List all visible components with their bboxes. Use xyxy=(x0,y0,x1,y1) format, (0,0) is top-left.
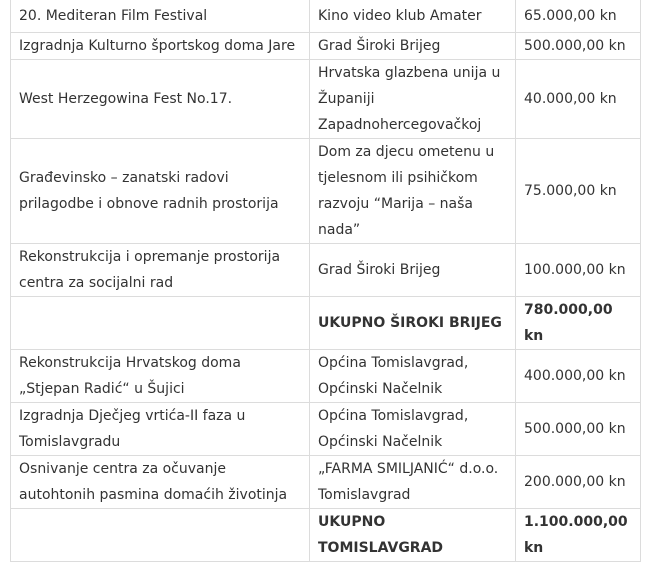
recipient-cell: „FARMA SMILJANIĆ“ d.o.o. Tomislavgrad xyxy=(310,456,516,509)
table-row xyxy=(11,456,641,509)
empty-cell xyxy=(11,509,310,562)
project-cell: Osnivanje centra za očuvanje autohtonih pasmina domaćih životinja xyxy=(11,456,310,509)
amount-cell: 200.000,00 kn xyxy=(516,456,641,509)
table-row xyxy=(11,60,641,139)
subtotal-amount: 1.100.000,00 kn xyxy=(516,509,641,562)
table-row xyxy=(11,350,641,403)
project-cell: Građevinsko – zanatski radovi prilagodbe i obnove radnih prostorija xyxy=(11,139,310,244)
project-cell: Rekonstrukcija Hrvatskog doma „Stjepan Radić“ u Šujici xyxy=(11,350,310,403)
amount-cell: 40.000,00 kn xyxy=(516,60,641,139)
recipient-cell: Kino video klub Amater xyxy=(310,0,516,33)
amount-cell: 500.000,00 kn xyxy=(516,403,641,456)
amount-cell: 400.000,00 kn xyxy=(516,350,641,403)
project-cell: Rekonstrukcija i opremanje prostorija centra za socijalni rad xyxy=(11,244,310,297)
project-cell: 20. Mediteran Film Festival xyxy=(11,0,310,33)
empty-cell xyxy=(11,297,310,350)
recipient-cell: Grad Široki Brijeg xyxy=(310,33,516,60)
recipient-cell: Grad Široki Brijeg xyxy=(310,244,516,297)
table-row xyxy=(11,139,641,244)
recipient-cell: Hrvatska glazbena unija u Županiji Zapadnohercegovačkoj xyxy=(310,60,516,139)
table-row xyxy=(11,0,641,33)
project-cell: Izgradnja Dječjeg vrtića-II faza u Tomislavgradu xyxy=(11,403,310,456)
table-row xyxy=(11,403,641,456)
subtotal-row xyxy=(11,297,641,350)
subtotal-amount: 780.000,00 kn xyxy=(516,297,641,350)
table-row xyxy=(11,33,641,60)
amount-cell: 100.000,00 kn xyxy=(516,244,641,297)
recipient-cell: Općina Tomislavgrad, Općinski Načelnik xyxy=(310,350,516,403)
amount-cell: 500.000,00 kn xyxy=(516,33,641,60)
amount-cell: 75.000,00 kn xyxy=(516,139,641,244)
recipient-cell: Općina Tomislavgrad, Općinski Načelnik xyxy=(310,403,516,456)
funding-table xyxy=(10,0,641,562)
subtotal-label: UKUPNO ŠIROKI BRIJEG xyxy=(310,297,516,350)
project-cell: Izgradnja Kulturno športskog doma Jare xyxy=(11,33,310,60)
subtotal-label: UKUPNO TOMISLAVGRAD xyxy=(310,509,516,562)
recipient-cell: Dom za djecu ometenu u tjelesnom ili psihičkom razvoju “Marija – naša nada” xyxy=(310,139,516,244)
table-row xyxy=(11,244,641,297)
amount-cell: 65.000,00 kn xyxy=(516,0,641,33)
project-cell: West Herzegowina Fest No.17. xyxy=(11,60,310,139)
subtotal-row xyxy=(11,509,641,562)
